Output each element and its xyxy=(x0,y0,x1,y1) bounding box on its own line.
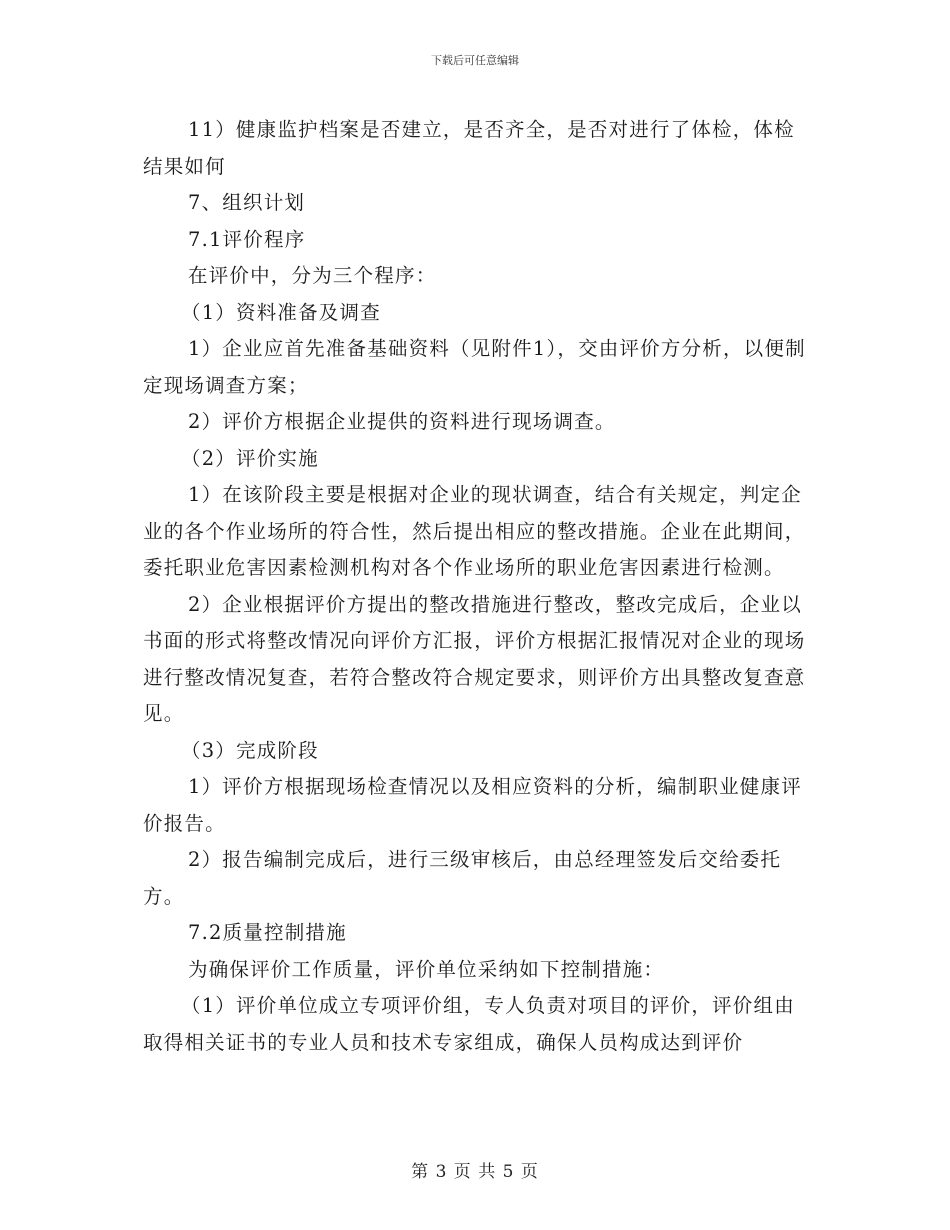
page-header: 下载后可任意编辑 xyxy=(431,54,519,67)
paragraph-report-review: 2）报告编制完成后，进行三级审核后，由总经理签发后交给委托方。 xyxy=(143,848,782,908)
paragraph-status-investigation: 1）在该阶段主要是根据对企业的现状调查，结合有关规定，判定企业的各个作业场所的符合性，然后提出相应的整改措施。企业在此期间，委托职业危害因素检测机构对各个作业场所的职业危害因素进行检测。 xyxy=(143,483,806,579)
paragraph-site-investigation: 2）评价方根据企业提供的资料进行现场调查。 xyxy=(188,410,616,433)
paragraph-evaluation-team: （1）评价单位成立专项评价组，专人负责对项目的评价，评价组由取得相关证书的专业人员和技术专家组成，确保人员构成达到评价 xyxy=(143,994,795,1054)
step-heading-evaluation-implementation: （2）评价实施 xyxy=(181,446,319,470)
subsection-heading-quality-control: 7.2质量控制措施 xyxy=(188,921,347,944)
paragraph-quality-measures-intro: 为确保评价工作质量，评价单位采纳如下控制措施： xyxy=(188,957,665,981)
document-body xyxy=(143,112,808,1061)
paragraph-rectification: 2）企业根据评价方提出的整改措施进行整改，整改完成后，企业以书面的形式将整改情况向评价方汇报，评价方根据汇报情况对企业的现场进行整改情况复查，若符合整改符合规定要求，则评价方出具整改复查意见。 xyxy=(143,592,806,725)
page-number: 第 3 页 共 5 页 xyxy=(411,1162,539,1182)
section-heading-organization-plan: 7、组织计划 xyxy=(188,191,306,214)
paragraph-compile-report: 1）评价方根据现场检查情况以及相应资料的分析，编制职业健康评价报告。 xyxy=(143,775,802,835)
step-heading-completion: （3）完成阶段 xyxy=(181,738,319,762)
paragraph-three-procedures: 在评价中，分为三个程序： xyxy=(188,264,437,287)
subsection-heading-evaluation-procedure: 7.1评价程序 xyxy=(188,227,306,251)
step-heading-data-preparation: （1）资料准备及调查 xyxy=(181,300,381,324)
paragraph-prepare-basic-data: 1）企业应首先准备基础资料（见附件1），交由评价方分析，以便制定现场调查方案； xyxy=(143,337,806,397)
paragraph-health-records: 11）健康监护档案是否建立，是否齐全，是否对进行了体检，体检结果如何 xyxy=(143,118,795,178)
